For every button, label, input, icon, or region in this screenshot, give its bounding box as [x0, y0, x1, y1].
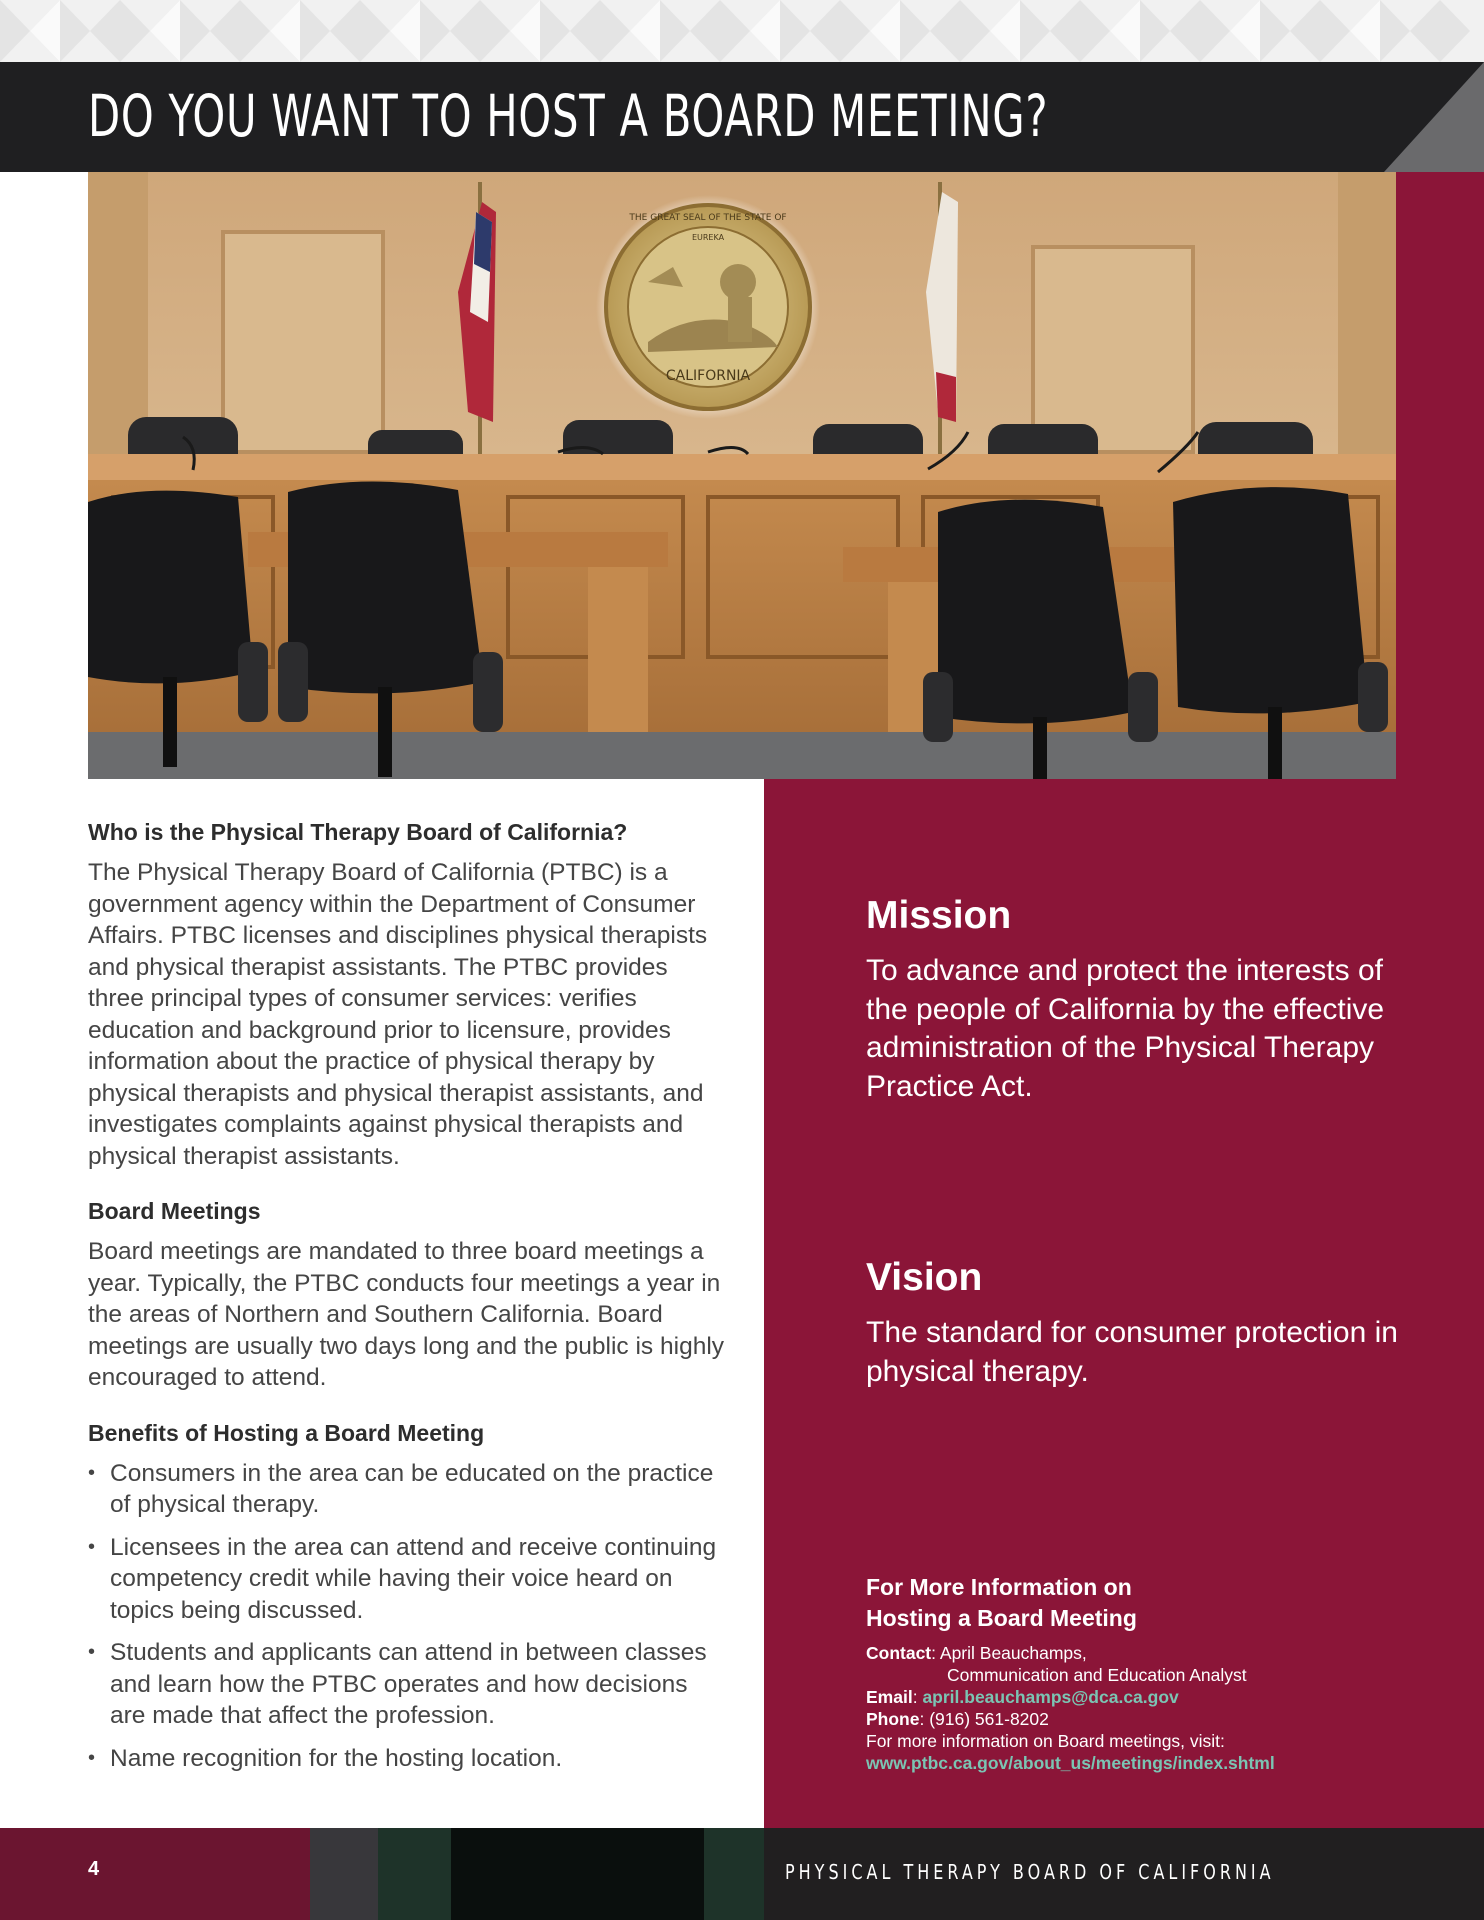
footer-gray-block	[310, 1828, 378, 1920]
top-pattern-banner	[0, 0, 1484, 62]
seal-text-top: THE GREAT SEAL OF THE STATE OF	[629, 213, 787, 223]
vision-heading: Vision	[866, 1256, 983, 1299]
more-info-text: For more information on Board meetings, visit:	[866, 1731, 1225, 1751]
meetings-body: Board meetings are mandated to three board meetings a year. Typically, the PTBC conducts four meetings a year in the areas of Northern and Southern California. Board meetings are usually two days long and the public is highly encouraged to attend.	[88, 1238, 725, 1391]
info-heading: For More Information on Hosting a Board Meeting	[866, 1574, 1137, 1631]
phone-line	[866, 1708, 1426, 1730]
email-label: Email	[866, 1687, 913, 1707]
meetings-url-link[interactable]: www.ptbc.ca.gov/about_us/meetings/index.shtml	[866, 1753, 1275, 1773]
page-title: DO YOU WANT TO HOST A BOARD MEETING?	[88, 82, 1049, 150]
footer-black-block	[451, 1828, 704, 1920]
contact-line	[866, 1642, 1426, 1664]
footer-org-name: PHYSICAL THERAPY BOARD OF CALIFORNIA	[785, 1860, 1275, 1884]
mission-section	[866, 892, 1426, 1106]
phone-number: : (916) 561-8202	[919, 1709, 1049, 1729]
list-item: • Consumers in the area can be educated on the practice of physical therapy.	[88, 1458, 728, 1521]
title-bar	[0, 62, 1484, 172]
mission-text: To advance and protect the interests of the people of California by the effective administration of the Physical Therapy Practice Act.	[866, 954, 1385, 1103]
about-section	[88, 815, 728, 1172]
title-corner-decoration	[1384, 62, 1484, 172]
page-number: 4	[88, 1858, 100, 1880]
vision-section	[866, 1254, 1426, 1391]
left-column	[88, 815, 728, 1796]
info-section	[866, 1572, 1426, 1774]
email-line	[866, 1686, 1426, 1708]
meetings-section	[88, 1194, 728, 1394]
board-room-photo	[88, 172, 1396, 779]
contact-name: : April Beauchamps,	[931, 1643, 1087, 1663]
list-item: • Licensees in the area can attend and receive continuing competency credit while having their voice heard on topics being discussed.	[88, 1532, 728, 1627]
vision-text: The standard for consumer protection in physical therapy.	[866, 1316, 1398, 1388]
footer-maroon-block	[0, 1828, 310, 1920]
meetings-heading: Board Meetings	[88, 1198, 261, 1224]
about-heading: Who is the Physical Therapy Board of California?	[88, 819, 628, 845]
email-separator: :	[912, 1687, 923, 1707]
benefits-heading: Benefits of Hosting a Board Meeting	[88, 1419, 485, 1446]
phone-label: Phone	[866, 1709, 920, 1729]
footer-green-block	[704, 1828, 764, 1920]
footer-bar	[0, 1828, 1484, 1920]
list-item: • Students and applicants can attend in between classes and learn how the PTBC operates and how decisions are made that affect the profession.	[88, 1637, 728, 1732]
footer-green-block	[378, 1828, 451, 1920]
benefits-section	[88, 1416, 728, 1775]
mission-heading: Mission	[866, 894, 1012, 937]
list-item: • Name recognition for the hosting location.	[88, 1743, 728, 1775]
about-body: The Physical Therapy Board of California (PTBC) is a government agency within the Department of Consumer Affairs. PTBC licenses and disciplines physical therapists and physical therapist assistants. The PTBC provides three principal types of consumer services: verifies education and background prior to licensure, provides information about the practice of physical therapy by physical therapists and physical therapist assistants, and investigates complaints against physical therapists and physical therapist assistants.	[88, 859, 708, 1170]
seal-text-bottom: CALIFORNIA	[665, 368, 751, 384]
benefits-list	[88, 1458, 728, 1775]
contact-label: Contact	[866, 1643, 932, 1663]
contact-title: Communication and Education Analyst	[947, 1665, 1247, 1685]
email-link[interactable]: april.beauchamps@dca.ca.gov	[922, 1687, 1179, 1707]
seal-motto: EUREKA	[691, 233, 725, 242]
